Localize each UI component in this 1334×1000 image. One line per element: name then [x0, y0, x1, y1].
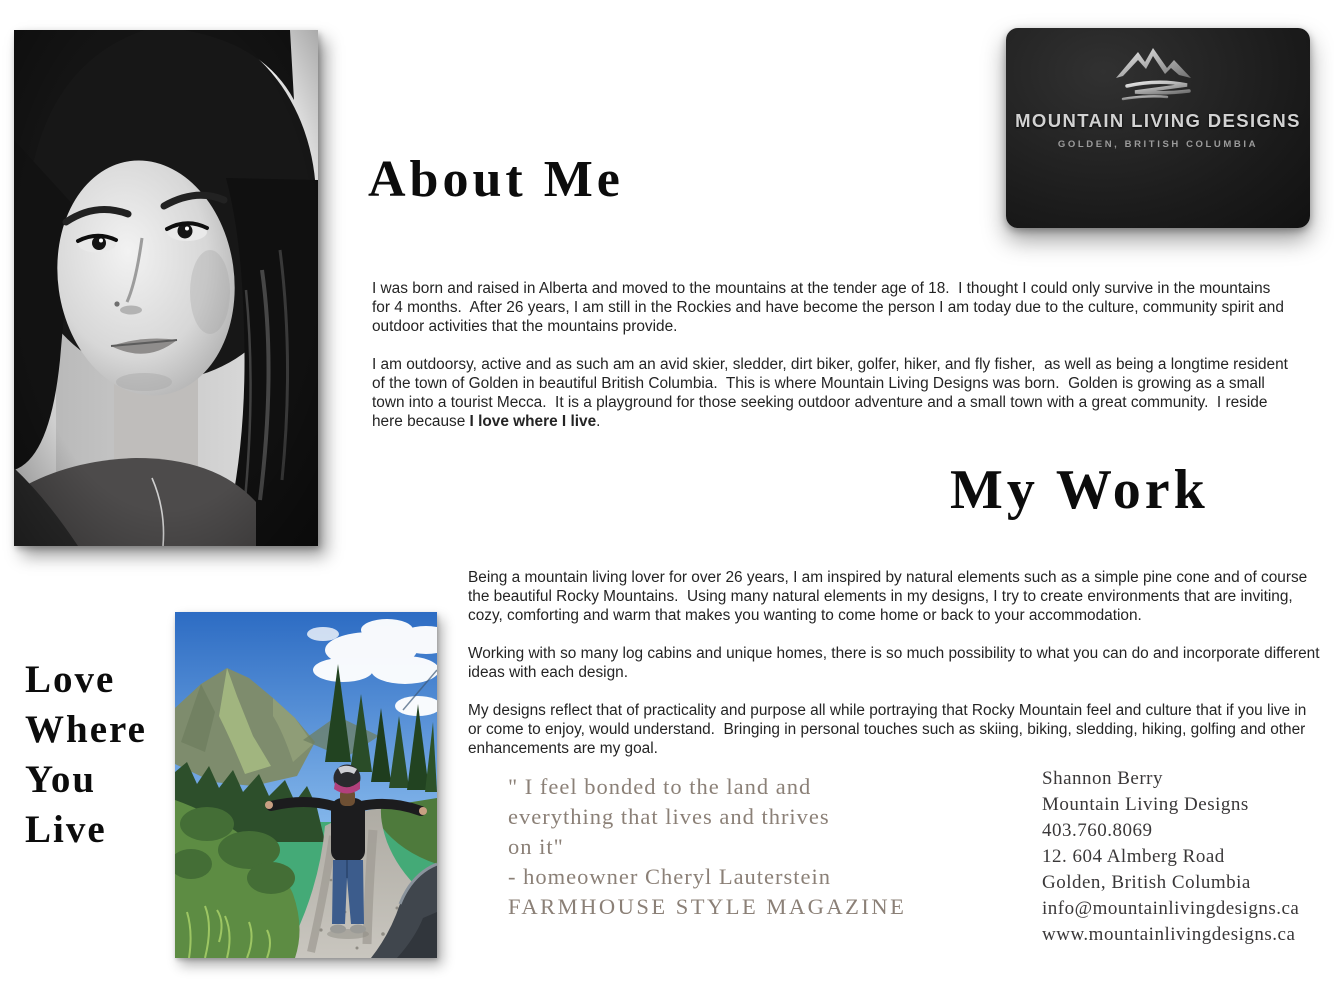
work-paragraph-1: Being a mountain living lover for over 26 years, I am inspired by natural elements such as a simple pine cone and of course the beautiful Rocky Mountains. Using many natural elements in my designs, I try to create environments that are inviting, cozy, comforting and warm that makes you wanting to come home or back to your accommodation. [468, 569, 1312, 624]
about-paragraph-2-suffix: . [596, 412, 601, 430]
about-paragraph-1: I was born and raised in Alberta and moved to the mountains at the tender age of 18. I thought I could only survive in the mountains for 4 months. After 26 years, I am still in the Rockies and have become the person I am today due to the culture, community spirit and outdoor activities that the mountains provide. [372, 280, 1289, 335]
business-card [1006, 28, 1310, 228]
contact-email: info@mountainlivingdesigns.ca [1042, 898, 1300, 919]
business-card-title: MOUNTAIN LIVING DESIGNS [1015, 110, 1301, 131]
contact-info [1042, 766, 1299, 948]
mountain-river-logo-icon [1083, 42, 1233, 108]
portrait-photo-art [14, 30, 318, 546]
testimonial-quote [508, 772, 988, 922]
quote-line: " I feel bonded to the land and [508, 774, 812, 799]
portrait-photo [14, 30, 318, 546]
quote-line: on it" [508, 834, 564, 859]
about-paragraphs [372, 280, 1293, 451]
outdoor-photo [175, 612, 437, 958]
love-where-you-live [25, 655, 147, 855]
tagline-line: You [25, 758, 97, 801]
contact-website: www.mountainlivingdesigns.ca [1042, 924, 1296, 945]
love-where-i-live-bold: I love where I live [469, 412, 597, 430]
contact-phone: 403.760.8069 [1042, 820, 1153, 841]
tagline-line: Love [25, 658, 116, 701]
business-card-location: GOLDEN, BRITISH COLUMBIA [1057, 139, 1259, 150]
work-paragraph-3: My designs reflect that of practicality and purpose all while portraying that Rocky Mountain feel and culture that if you live in or come to enjoy, would understand. Bringing in personal touches such as skiing, biking, sledding, hiking, golfing and other enhancements are my goal. [468, 701, 1311, 757]
about-paragraph-2 [372, 355, 1293, 432]
outdoor-photo-art [175, 612, 437, 958]
work-paragraph-2: Working with so many log cabins and unique homes, there is so much possibility to what you can do and incorporate different ideas with each design. [468, 644, 1324, 681]
about-me-heading: About Me [368, 151, 624, 208]
contact-city: Golden, British Columbia [1042, 872, 1251, 893]
quote-source: FARMHOUSE STYLE MAGAZINE [508, 894, 907, 919]
contact-name: Shannon Berry [1042, 768, 1164, 789]
my-work-heading: My Work [950, 459, 1209, 521]
tagline-line: Live [25, 808, 107, 851]
contact-address: 12. 604 Almberg Road [1042, 846, 1225, 867]
about-paragraph-2-text: I am outdoorsy, active and as such am an avid skier, sledder, dirt biker, golfer, hiker, and fly fisher, as well as being a longtime resident of the town of Golden in beautiful British Columbia. This is where Mountain Living Designs was born. Golden is growing as a small town into a tourist Mecca. It is a playground for those seeking outdoor adventure and a small town with a great community. I reside here because [372, 355, 1293, 430]
quote-attribution: - homeowner Cheryl Lauterstein [508, 864, 832, 889]
contact-company: Mountain Living Designs [1042, 794, 1249, 815]
tagline-line: Where [25, 708, 147, 751]
work-paragraphs [468, 569, 1324, 778]
quote-line: everything that lives and thrives [508, 804, 830, 829]
